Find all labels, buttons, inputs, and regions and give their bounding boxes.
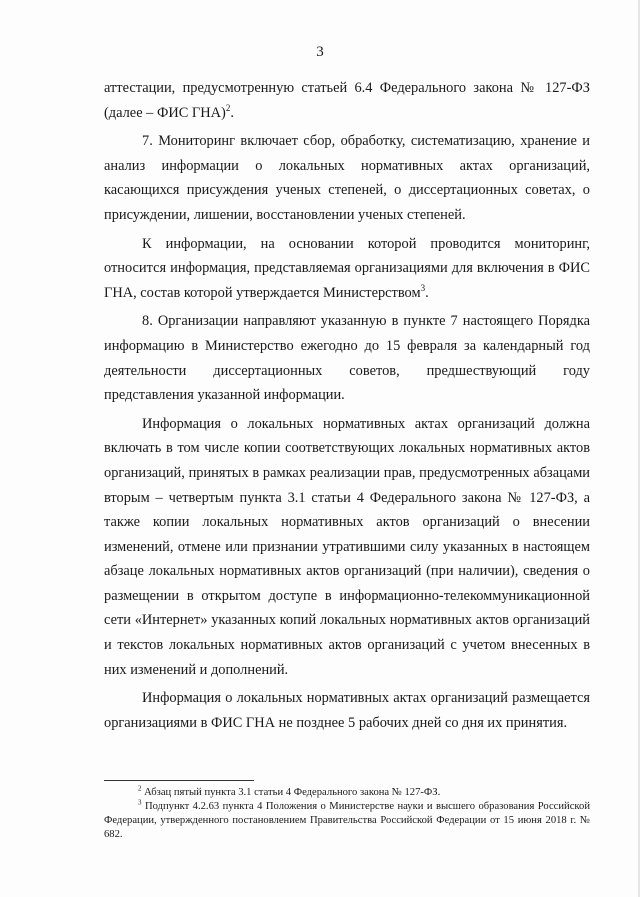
footnote-ref-3[interactable]: 3 <box>420 282 426 293</box>
footnote-3 <box>104 800 590 842</box>
paragraph-text: аттестации, предусмотренную статьей 6.4 Федерального закона № 127-ФЗ (далее – ФИС ГНА) <box>104 80 590 121</box>
document-body <box>104 76 590 735</box>
page-number: 3 <box>316 44 324 60</box>
paragraph-text: К информации, на основании которой проводится мониторинг, относится информация, представляемая организациями для включения в ФИС ГНА, состав которой утверждается Министерством <box>104 235 590 301</box>
footnote-separator <box>104 780 254 781</box>
paragraph-end: . <box>425 284 429 301</box>
footnote-text-3: Подпункт 4.2.63 пункта 4 Положения о Министерстве науки и высшего образования Российской Федерации, утвержденного постановлением Правительства Российской Федерации от 15 июня 2018 г. № 682. <box>104 801 590 840</box>
paragraph-local-acts: Информация о локальных нормативных актах организаций должна включать в том числе копии соответствующих локальных нормативных актов организаций, принятых в рамках реализации прав, предусмотренных абзацами вторым – четвертым пункта 3.1 статьи 4 Федерального закона № 127-ФЗ, а также копии локальных нормативных актов организаций о внесении изменений, отмене или признании утратившими силу указанных в настоящем абзаце локальных нормативных актов организаций (при наличии), сведения о размещении в открытом доступе в информационно-телекоммуникационной сети «Интернет» указанных копий локальных нормативных актов организаций и текстов локальных нормативных актов организаций с учетом внесенных в них изменений и дополнений. <box>104 415 590 678</box>
footnote-text-2: Абзац пятый пункта 3.1 статьи 4 Федерального закона № 127-ФЗ. <box>141 787 441 798</box>
footnote-mark-3: 3 <box>138 798 142 807</box>
footnote-ref-2[interactable]: 2 <box>225 102 231 113</box>
paragraph-end: . <box>230 104 234 121</box>
footnote-mark-2: 2 <box>138 784 142 793</box>
footnotes <box>104 786 590 842</box>
paragraph-placement: Информация о локальных нормативных актах организаций размещается организациями в ФИС ГНА не позднее 5 рабочих дней со дня их принятия. <box>104 690 590 731</box>
footnote-2 <box>104 786 590 800</box>
paragraph-monitoring-info <box>104 232 590 306</box>
paragraph-continuation <box>104 76 590 125</box>
paragraph-item-7: 7. Мониторинг включает сбор, обработку, систематизацию, хранение и анализ информации о локальных нормативных актах организаций, касающихся присуждения ученых степеней, о диссертационных советах, о присуждении, лишении, восстановлении ученых степеней. <box>104 133 590 223</box>
paragraph-item-8: 8. Организации направляют указанную в пункте 7 настоящего Порядка информацию в Министерство ежегодно до 15 февраля за календарный год деятельности диссертационных советов, предшествующий году представления указанной информации. <box>104 313 590 404</box>
